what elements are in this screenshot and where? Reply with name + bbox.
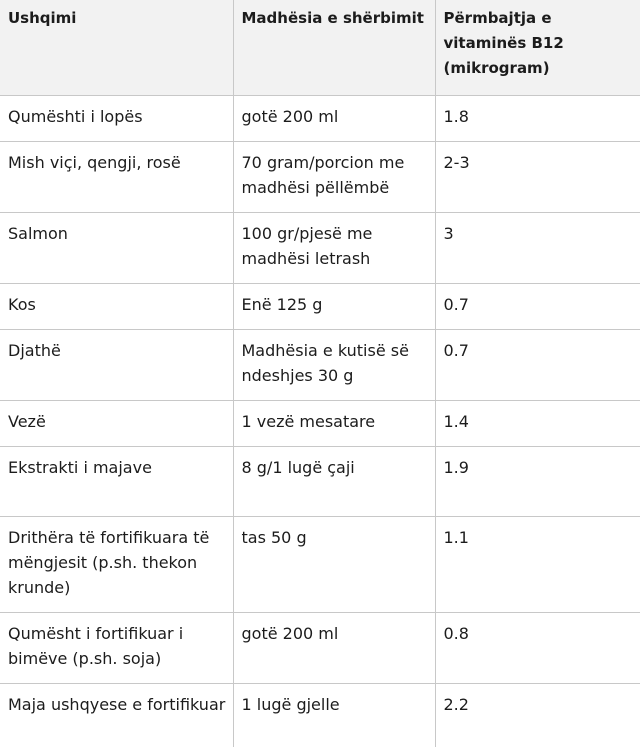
cell-b12: 1.1 bbox=[435, 516, 640, 612]
table-row bbox=[0, 516, 640, 612]
cell-serving: 70 gram/porcion me madhësi pëllëmbë bbox=[233, 141, 435, 212]
cell-food: Ekstrakti i majave bbox=[0, 446, 233, 516]
cell-b12: 0.7 bbox=[435, 283, 640, 329]
table-row bbox=[0, 141, 640, 212]
cell-b12: 0.7 bbox=[435, 329, 640, 400]
cell-food: Salmon bbox=[0, 212, 233, 283]
cell-serving: 100 gr/pjesë me madhësi letrash bbox=[233, 212, 435, 283]
cell-b12: 2-3 bbox=[435, 141, 640, 212]
cell-food: Djathë bbox=[0, 329, 233, 400]
header-serving-size: Madhësia e shërbimit bbox=[233, 0, 435, 95]
header-b12-content: Përmbajtja e vitaminës B12 (mikrogram) bbox=[435, 0, 640, 95]
cell-b12: 2.2 bbox=[435, 683, 640, 747]
cell-serving: 8 g/1 lugë çaji bbox=[233, 446, 435, 516]
table-row bbox=[0, 95, 640, 141]
table-row bbox=[0, 683, 640, 747]
cell-b12: 3 bbox=[435, 212, 640, 283]
cell-b12: 0.8 bbox=[435, 612, 640, 683]
table-row bbox=[0, 329, 640, 400]
cell-b12: 1.4 bbox=[435, 400, 640, 446]
cell-food: Qumështi i lopës bbox=[0, 95, 233, 141]
cell-food: Mish viçi, qengji, rosë bbox=[0, 141, 233, 212]
cell-food: Qumësht i fortifikuar i bimëve (p.sh. soja) bbox=[0, 612, 233, 683]
table-header-row bbox=[0, 0, 640, 95]
cell-serving: 1 lugë gjelle bbox=[233, 683, 435, 747]
cell-food: Kos bbox=[0, 283, 233, 329]
table-row bbox=[0, 446, 640, 516]
table-row bbox=[0, 400, 640, 446]
cell-serving: Enë 125 g bbox=[233, 283, 435, 329]
cell-serving: Madhësia e kutisë së ndeshjes 30 g bbox=[233, 329, 435, 400]
table-row bbox=[0, 283, 640, 329]
header-food: Ushqimi bbox=[0, 0, 233, 95]
cell-serving: 1 vezë mesatare bbox=[233, 400, 435, 446]
cell-b12: 1.9 bbox=[435, 446, 640, 516]
cell-serving: gotë 200 ml bbox=[233, 95, 435, 141]
cell-serving: gotë 200 ml bbox=[233, 612, 435, 683]
cell-food: Maja ushqyese e fortifikuar bbox=[0, 683, 233, 747]
table-row bbox=[0, 612, 640, 683]
cell-food: Vezë bbox=[0, 400, 233, 446]
cell-food: Drithëra të fortifikuara të mëngjesit (p.sh. thekon krunde) bbox=[0, 516, 233, 612]
cell-b12: 1.8 bbox=[435, 95, 640, 141]
cell-serving: tas 50 g bbox=[233, 516, 435, 612]
table-row bbox=[0, 212, 640, 283]
